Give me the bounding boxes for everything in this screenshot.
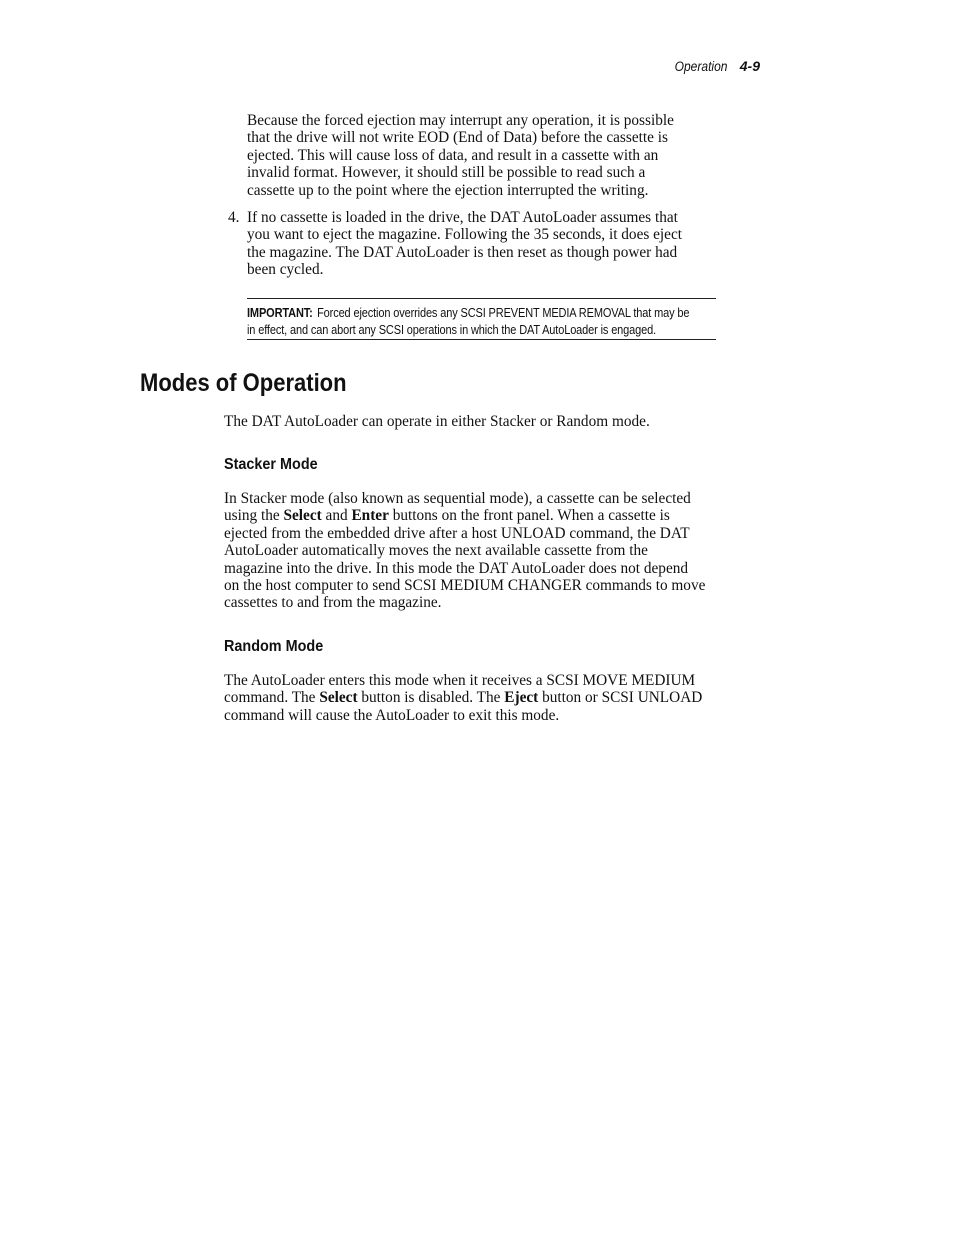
header-section-title: Operation bbox=[674, 58, 728, 74]
paragraph-line: invalid format. However, it should still be possible to read such a bbox=[247, 164, 646, 182]
paragraph-line: AutoLoader automatically moves the next available cassette from the bbox=[224, 542, 648, 560]
paragraph-line: magazine into the drive. In this mode the DAT AutoLoader does not depend bbox=[224, 559, 689, 577]
text-run: using the bbox=[224, 507, 284, 525]
list-item-line: If no cassette is loaded in the drive, the DAT AutoLoader assumes that bbox=[247, 209, 678, 226]
stacker-mode-paragraph bbox=[224, 490, 719, 612]
select-button-term: Select bbox=[319, 689, 358, 707]
paragraph-line: command will cause the AutoLoader to exit this mode. bbox=[224, 706, 560, 724]
running-header bbox=[560, 57, 760, 75]
section-heading-modes: Modes of Operation bbox=[140, 369, 347, 397]
text-run: button or SCSI UNLOAD bbox=[538, 689, 703, 707]
modes-intro-paragraph: The DAT AutoLoader can operate in either Stacker or Random mode. bbox=[224, 413, 650, 430]
text-run: buttons on the front panel. When a cassette is bbox=[388, 507, 670, 525]
subheading-random-mode: Random Mode bbox=[224, 638, 324, 655]
list-item-number: 4. bbox=[228, 209, 240, 226]
paragraph-line: Because the forced ejection may interrupt any operation, it is possible bbox=[247, 112, 674, 129]
important-note-text-2: in effect, and can abort any SCSI operations in which the DAT AutoLoader is engaged. bbox=[247, 322, 657, 337]
important-note bbox=[247, 298, 716, 340]
list-item-body bbox=[247, 209, 718, 279]
paragraph-line: The AutoLoader enters this mode when it receives a SCSI MOVE MEDIUM bbox=[224, 672, 696, 689]
list-item-line: you want to eject the magazine. Following the 35 seconds, it does eject bbox=[247, 226, 682, 244]
paragraph-line bbox=[224, 689, 719, 706]
important-note-line-1 bbox=[247, 305, 716, 322]
text-run: command. The bbox=[224, 689, 320, 707]
important-note-text-1: Forced ejection overrides any SCSI PREVENT MEDIA REMOVAL that may be bbox=[317, 306, 690, 320]
select-button-term: Select bbox=[283, 507, 322, 525]
page-number: 4-9 bbox=[739, 58, 760, 74]
text-run: and bbox=[321, 507, 352, 525]
paragraph-line: ejected from the embedded drive after a host UNLOAD command, the DAT bbox=[224, 524, 690, 542]
paragraph-line: In Stacker mode (also known as sequential mode), a cassette can be selected bbox=[224, 490, 691, 507]
subheading-stacker-mode: Stacker Mode bbox=[224, 456, 318, 473]
forced-ejection-paragraph bbox=[247, 112, 717, 199]
paragraph-line: that the drive will not write EOD (End of Data) before the cassette is bbox=[247, 129, 668, 147]
important-label: IMPORTANT: bbox=[247, 306, 313, 320]
paragraph-line: cassette up to the point where the ejection interrupted the writing. bbox=[247, 181, 649, 199]
text-run: button is disabled. The bbox=[357, 689, 505, 707]
list-item-4 bbox=[228, 209, 718, 279]
paragraph-line: on the host computer to send SCSI MEDIUM CHANGER commands to move bbox=[224, 577, 706, 595]
paragraph-line: ejected. This will cause loss of data, and result in a cassette with an bbox=[247, 146, 659, 164]
paragraph-line: cassettes to and from the magazine. bbox=[224, 594, 442, 612]
eject-button-term: Eject bbox=[504, 689, 539, 707]
paragraph-line bbox=[224, 507, 719, 524]
enter-button-term: Enter bbox=[351, 507, 389, 525]
list-item-line: the magazine. The DAT AutoLoader is then reset as though power had bbox=[247, 243, 678, 261]
list-item-line: been cycled. bbox=[247, 261, 324, 279]
random-mode-paragraph bbox=[224, 672, 719, 724]
